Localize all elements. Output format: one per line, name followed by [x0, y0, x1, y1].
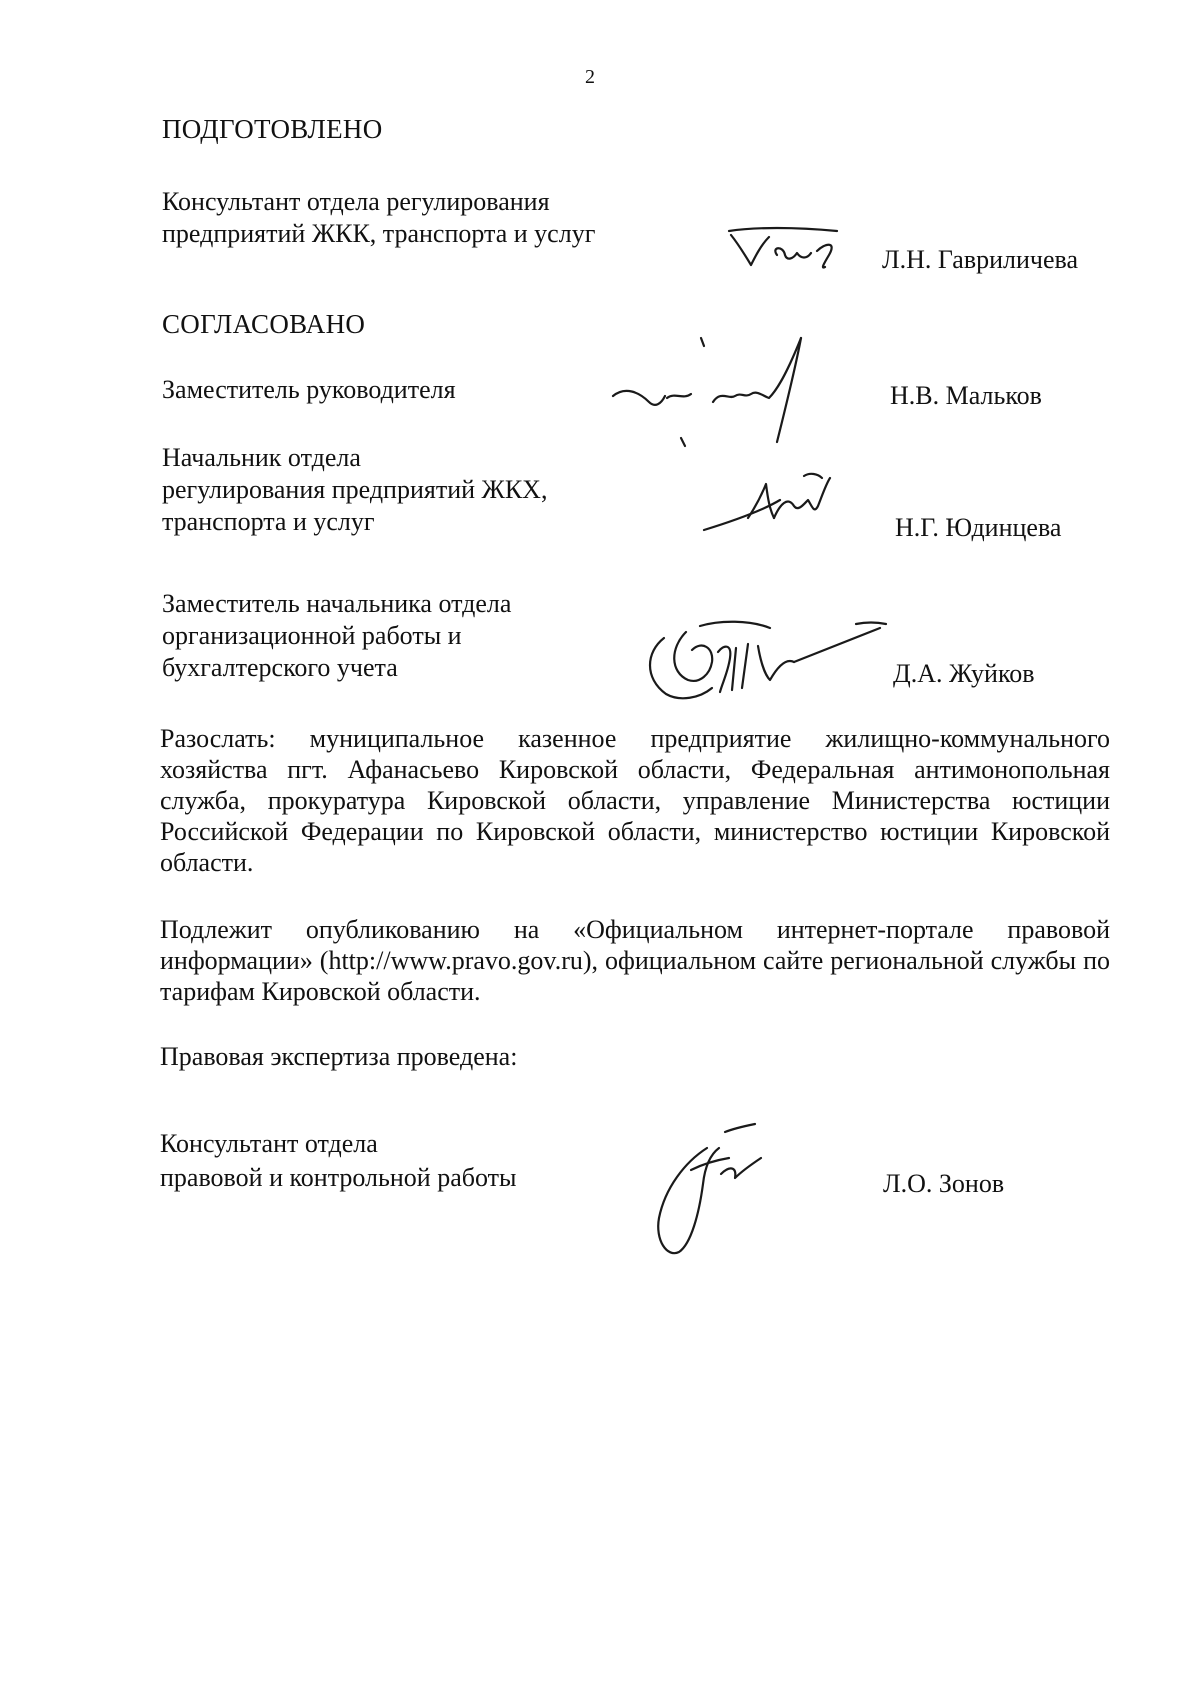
page-number: 2 [585, 66, 595, 88]
publication-paragraph: Подлежит опубликованию на «Официальном интернет-портале правовой информации» (http://www.pravo.gov.ru), официальном сайте региональной службы по тарифам Кировской области. [160, 915, 1110, 1006]
approver-3-position-line-2: организационной работы и [162, 621, 462, 650]
signature-zhuikov [640, 618, 900, 708]
distribution-paragraph: Разослать: муниципальное казенное предприятие жилищно-коммунального хозяйства пгт. Афанасьево Кировской области, Федеральная антимонопольная служба, прокуратура Кировской области, управление Министерства юстиции Российской Федерации по Кировской области, министерство юстиции Кировской области. [160, 724, 1110, 877]
prepared-position-line-2: предприятий ЖКК, транспорта и услуг [162, 219, 596, 248]
signature-malkov [605, 330, 845, 455]
signature-gavrilicheva [725, 225, 845, 275]
approver-3-name: Д.А. Жуйков [893, 659, 1035, 688]
legal-review-heading: Правовая экспертиза проведена: [160, 1042, 518, 1071]
approver-1-position: Заместитель руководителя [162, 375, 456, 404]
legal-review-position-line-1: Консультант отдела [160, 1129, 378, 1158]
approver-2-position-line-1: Начальник отдела [162, 443, 361, 472]
approved-heading: СОГЛАСОВАНО [162, 309, 366, 339]
signature-yudintseva [700, 470, 840, 540]
legal-review-position-line-2: правовой и контрольной работы [160, 1163, 517, 1192]
prepared-heading: ПОДГОТОВЛЕНО [162, 114, 383, 144]
approver-2-position-line-3: транспорта и услуг [162, 507, 375, 536]
signature-zonov [645, 1118, 785, 1268]
approver-3-position-line-3: бухгалтерского учета [162, 653, 398, 682]
approver-1-name: Н.В. Мальков [890, 381, 1042, 410]
legal-review-name: Л.О. Зонов [883, 1169, 1005, 1198]
approver-2-name: Н.Г. Юдинцева [895, 513, 1062, 542]
prepared-name: Л.Н. Гавриличева [882, 245, 1079, 274]
approver-3-position-line-1: Заместитель начальника отдела [162, 589, 512, 618]
approver-2-position-line-2: регулирования предприятий ЖКХ, [162, 475, 548, 504]
prepared-position-line-1: Консультант отдела регулирования [162, 187, 550, 216]
